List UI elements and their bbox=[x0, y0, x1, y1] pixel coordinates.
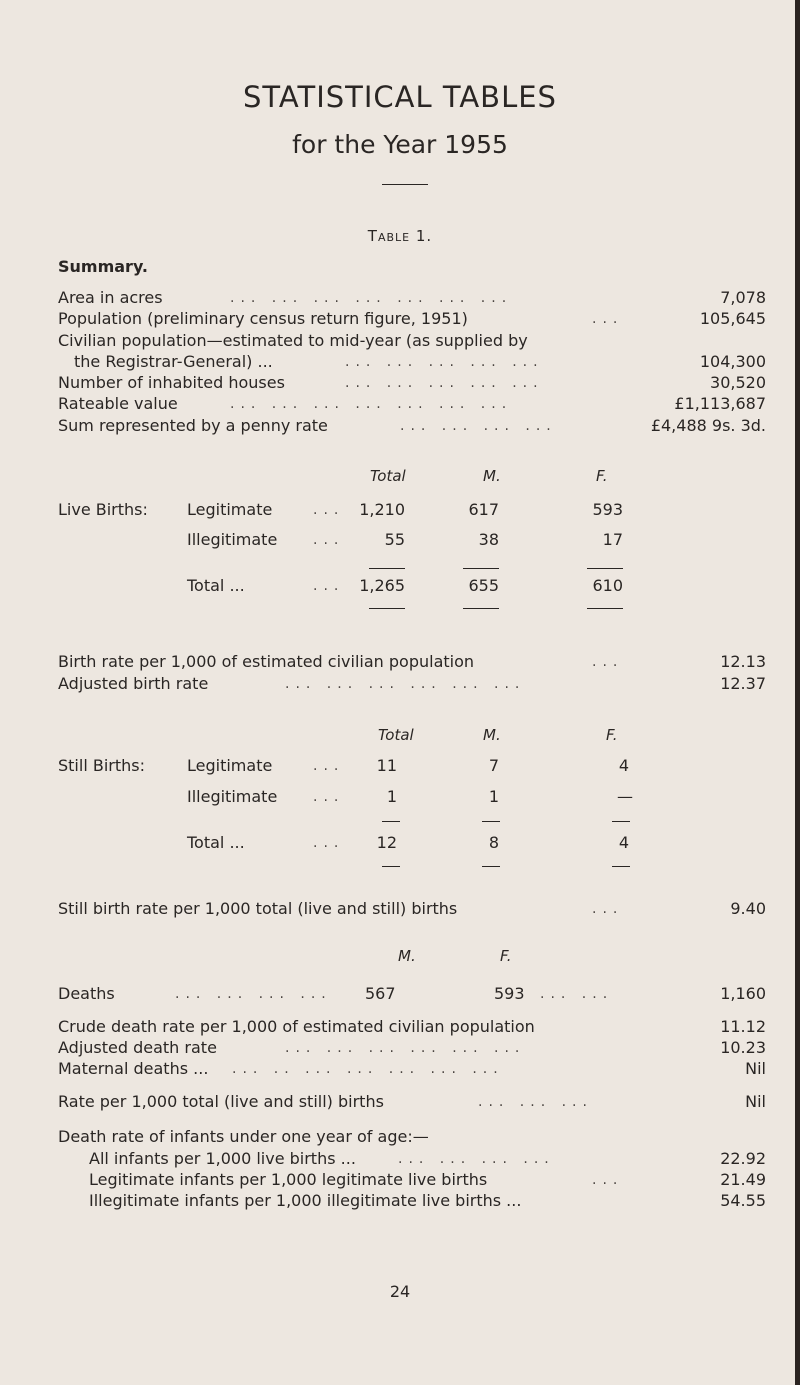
rate-value: 11.12 bbox=[720, 1017, 766, 1036]
cell-f: 17 bbox=[602, 530, 623, 549]
summary-value: £4,488 9s. 3d. bbox=[650, 416, 766, 435]
page-title: STATISTICAL TABLES bbox=[243, 80, 557, 114]
summary-value: £1,113,687 bbox=[674, 394, 766, 413]
rate-label: Adjusted birth rate bbox=[58, 674, 209, 693]
summary-value: 30,520 bbox=[710, 373, 766, 392]
col-header-total: Total bbox=[378, 726, 414, 744]
cell-f: — bbox=[617, 787, 633, 806]
sum-rule bbox=[369, 568, 405, 569]
col-header-f: F. bbox=[596, 467, 608, 485]
row-label: Total ... bbox=[187, 833, 245, 852]
leader-dots: ... ... ... ... bbox=[398, 1151, 555, 1167]
row-label: Total ... bbox=[187, 576, 245, 595]
cell-total: 12 bbox=[376, 833, 397, 852]
rate-value: Nil bbox=[745, 1059, 766, 1078]
leader-dots: ... ... ... ... ... bbox=[345, 354, 544, 370]
leader-dots: ... ... ... ... ... ... bbox=[285, 676, 526, 692]
sum-rule bbox=[369, 608, 405, 609]
section-heading: Summary. bbox=[58, 257, 148, 276]
row-heading: Still Births: bbox=[58, 756, 145, 775]
deaths-f: 593 bbox=[494, 984, 525, 1003]
rate-label: Crude death rate per 1,000 of estimated civilian population bbox=[58, 1017, 535, 1036]
page-subtitle: for the Year 1955 bbox=[292, 130, 508, 159]
leader-dots: ... .. ... ... ... ... ... bbox=[232, 1061, 504, 1077]
infant-label: Illegitimate infants per 1,000 illegitimate live births ... bbox=[89, 1191, 522, 1210]
cell-m: 38 bbox=[478, 530, 499, 549]
sum-rule bbox=[482, 866, 500, 867]
infant-heading: Death rate of infants under one year of age:— bbox=[58, 1127, 429, 1146]
table-label: Table 1. bbox=[367, 227, 433, 245]
leader-dots: ... bbox=[313, 502, 345, 518]
cell-m: 1 bbox=[488, 787, 499, 806]
cell-m: 8 bbox=[488, 833, 499, 852]
leader-dots: ... ... ... ... bbox=[400, 418, 557, 434]
summary-value: 105,645 bbox=[699, 309, 766, 328]
rate-label: Adjusted death rate bbox=[58, 1038, 217, 1057]
leader-dots: ... ... ... bbox=[478, 1094, 593, 1110]
summary-label: Civilian population—estimated to mid-year (as supplied by bbox=[58, 331, 528, 350]
summary-label: Number of inhabited houses bbox=[58, 373, 285, 392]
leader-dots: ... bbox=[592, 1172, 624, 1188]
row-label: Legitimate bbox=[187, 756, 273, 775]
summary-label: Sum represented by a penny rate bbox=[58, 416, 328, 435]
leader-dots: ... bbox=[313, 789, 345, 805]
row-label: Illegitimate bbox=[187, 787, 278, 806]
summary-label: the Registrar-General) ... bbox=[74, 352, 273, 371]
cell-total: 11 bbox=[376, 756, 397, 775]
cell-m: 617 bbox=[468, 500, 499, 519]
cell-total: 55 bbox=[384, 530, 405, 549]
leader-dots: ... bbox=[313, 532, 345, 548]
rate-value: 10.23 bbox=[720, 1038, 766, 1057]
col-header-m: M. bbox=[398, 947, 416, 965]
deaths-label: Deaths bbox=[58, 984, 115, 1003]
deaths-value: 1,160 bbox=[720, 984, 766, 1003]
col-header-f: F. bbox=[500, 947, 512, 965]
summary-label: Area in acres bbox=[58, 288, 163, 307]
cell-total: 1,210 bbox=[359, 500, 405, 519]
still-birth-rate-value: 9.40 bbox=[730, 899, 766, 918]
cell-f: 610 bbox=[592, 576, 623, 595]
deaths-m: 567 bbox=[365, 984, 396, 1003]
rate-label: Maternal deaths ... bbox=[58, 1059, 209, 1078]
infant-value: 21.49 bbox=[720, 1170, 766, 1189]
sum-rule bbox=[612, 821, 630, 822]
maternal-rate-label: Rate per 1,000 total (live and still) births bbox=[58, 1092, 384, 1111]
leader-dots: ... ... bbox=[540, 986, 614, 1002]
leader-dots: ... ... ... ... ... bbox=[345, 375, 544, 391]
rate-value: 12.13 bbox=[720, 652, 766, 671]
row-heading: Live Births: bbox=[58, 500, 148, 519]
summary-value: 7,078 bbox=[720, 288, 766, 307]
col-header-total: Total bbox=[370, 467, 406, 485]
cell-total: 1 bbox=[386, 787, 397, 806]
leader-dots: ... ... ... ... ... ... bbox=[285, 1040, 526, 1056]
sum-rule bbox=[463, 568, 499, 569]
sum-rule bbox=[463, 608, 499, 609]
sum-rule bbox=[482, 821, 500, 822]
rate-label: Birth rate per 1,000 of estimated civilian population bbox=[58, 652, 475, 671]
cell-f: 593 bbox=[592, 500, 623, 519]
sum-rule bbox=[612, 866, 630, 867]
sum-rule bbox=[382, 866, 400, 867]
col-header-f: F. bbox=[606, 726, 618, 744]
cell-m: 655 bbox=[468, 576, 499, 595]
leader-dots: ... bbox=[592, 901, 624, 917]
cell-f: 4 bbox=[618, 756, 629, 775]
cell-m: 7 bbox=[488, 756, 499, 775]
rate-value: 12.37 bbox=[720, 674, 766, 693]
sum-rule bbox=[382, 821, 400, 822]
leader-dots: ... bbox=[592, 311, 624, 327]
still-birth-rate-label: Still birth rate per 1,000 total (live and still) births bbox=[58, 899, 458, 918]
leader-dots: ... ... ... ... bbox=[175, 986, 332, 1002]
title-rule bbox=[382, 184, 428, 185]
maternal-rate-value: Nil bbox=[745, 1092, 766, 1111]
leader-dots: ... ... ... ... ... ... ... bbox=[230, 396, 513, 412]
leader-dots: ... bbox=[592, 654, 624, 670]
summary-label: Population (preliminary census return figure, 1951) bbox=[58, 309, 468, 328]
row-label: Legitimate bbox=[187, 500, 273, 519]
row-label: Illegitimate bbox=[187, 530, 278, 549]
page-number: 24 bbox=[389, 1282, 411, 1301]
leader-dots: ... ... ... ... ... ... ... bbox=[230, 290, 513, 306]
summary-label: Rateable value bbox=[58, 394, 178, 413]
infant-value: 54.55 bbox=[720, 1191, 766, 1210]
sum-rule bbox=[587, 608, 623, 609]
sum-rule bbox=[587, 568, 623, 569]
leader-dots: ... bbox=[313, 758, 345, 774]
col-header-m: M. bbox=[483, 726, 501, 744]
col-header-m: M. bbox=[483, 467, 501, 485]
cell-total: 1,265 bbox=[359, 576, 405, 595]
infant-value: 22.92 bbox=[720, 1149, 766, 1168]
page-edge bbox=[795, 0, 800, 1385]
infant-label: All infants per 1,000 live births ... bbox=[89, 1149, 356, 1168]
summary-value: 104,300 bbox=[699, 352, 766, 371]
infant-label: Legitimate infants per 1,000 legitimate live births bbox=[89, 1170, 488, 1189]
cell-f: 4 bbox=[618, 833, 629, 852]
leader-dots: ... bbox=[313, 578, 345, 594]
leader-dots: ... bbox=[313, 835, 345, 851]
